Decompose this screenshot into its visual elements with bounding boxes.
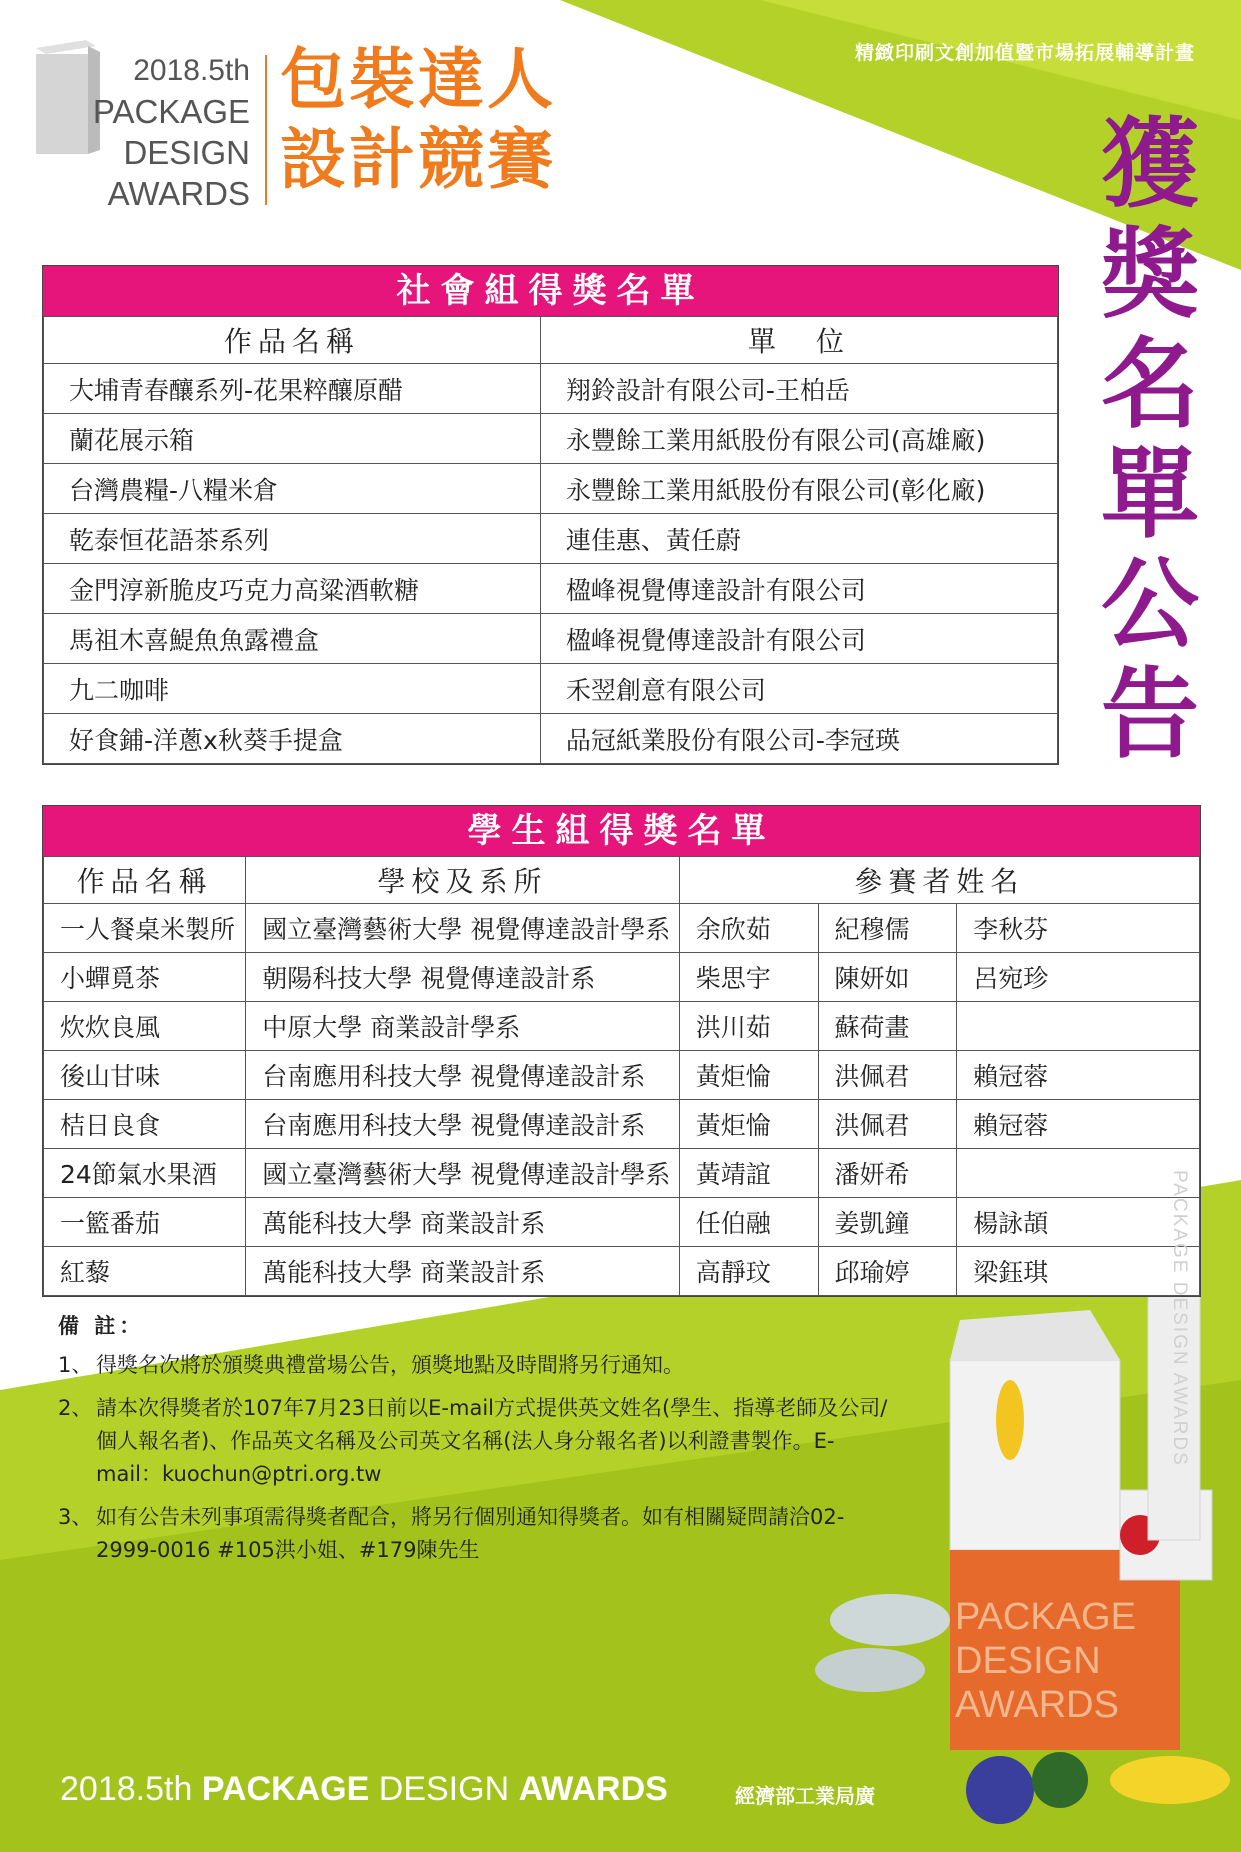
student-name: 陳妍如 <box>818 953 957 1002</box>
student-name: 柴思宇 <box>679 953 818 1002</box>
note-text: 得獎名次將於頒獎典禮當場公告，頒獎地點及時間將另行通知。 <box>96 1353 684 1377</box>
society-winners-table <box>42 265 1059 765</box>
society-work: 好食鋪-洋蔥x秋葵手提盒 <box>44 714 541 764</box>
society-col-unit: 單 位 <box>540 317 1057 364</box>
society-work: 蘭花展示箱 <box>44 414 541 464</box>
society-col-work: 作品名稱 <box>44 317 541 364</box>
logo-chinese-title <box>280 40 556 200</box>
student-name: 紀穆儒 <box>818 904 957 953</box>
student-name: 洪佩君 <box>818 1051 957 1100</box>
student-work: 桔日良食 <box>44 1100 246 1149</box>
logo-cn-line1: 包裝達人 <box>280 41 556 118</box>
student-name: 賴冠蓉 <box>957 1100 1200 1149</box>
table-row <box>44 1051 1200 1100</box>
student-table-title: 學生組得獎名單 <box>43 806 1200 856</box>
student-work: 一籃番茄 <box>44 1198 246 1247</box>
society-unit: 連佳惠、黃任蔚 <box>540 514 1057 564</box>
student-name: 洪佩君 <box>818 1100 957 1149</box>
society-unit: 品冠紙業股份有限公司-李冠瑛 <box>540 714 1057 764</box>
box-label-package: PACKAGE <box>955 1596 1136 1638</box>
student-name: 黃靖誼 <box>679 1149 818 1198</box>
table-row <box>44 953 1200 1002</box>
society-unit: 楹峰視覺傳達設計有限公司 <box>540 564 1057 614</box>
note-text: 請本次得獎者於107年7月23日前以E-mail方式提供英文姓名(學生、指導老師及公司/個人報名者)、作品英文名稱及公司英文名稱(法人身分報名者)以利證書製作。E-mail：kuochun@ptri.org.tw <box>96 1396 888 1486</box>
note-item <box>58 1349 898 1382</box>
footer-organization: 經濟部工業局廣 <box>735 1784 875 1808</box>
box-label <box>955 1595 1136 1727</box>
side-vertical-text: PACKAGE DESIGN AWARDS <box>1169 1170 1190 1467</box>
student-work: 24節氣水果酒 <box>44 1149 246 1198</box>
note-number: 1、 <box>58 1353 93 1377</box>
notes-heading: 備 註： <box>58 1314 145 1338</box>
student-school: 台南應用科技大學 視覺傳達設計系 <box>246 1100 680 1149</box>
student-name: 姜凱鐘 <box>818 1198 957 1247</box>
society-work: 金門淳新脆皮巧克力高粱酒軟糖 <box>44 564 541 614</box>
society-table-title: 社會組得獎名單 <box>43 266 1058 316</box>
student-work: 後山甘味 <box>44 1051 246 1100</box>
society-work: 大埔青春釀系列-花果粹釀原醋 <box>44 364 541 414</box>
student-name: 呂宛珍 <box>957 953 1200 1002</box>
student-name: 黃炬惀 <box>679 1100 818 1149</box>
vertical-title: 獲獎名單公告 <box>1100 108 1199 772</box>
student-school: 國立臺灣藝術大學 視覺傳達設計學系 <box>246 904 680 953</box>
logo-year: 2018.5th <box>133 54 250 87</box>
student-name: 高靜玟 <box>679 1247 818 1296</box>
table-row <box>44 1198 1200 1247</box>
student-name <box>957 1002 1200 1051</box>
student-name: 余欣茹 <box>679 904 818 953</box>
student-name: 任伯融 <box>679 1198 818 1247</box>
note-item <box>58 1392 898 1491</box>
table-row <box>44 564 1058 614</box>
society-unit: 翔鈴設計有限公司-王柏岳 <box>540 364 1057 414</box>
footer-year: 2018.5th <box>60 1770 193 1808</box>
logo-text <box>90 50 250 214</box>
society-work: 台灣農糧-八糧米倉 <box>44 464 541 514</box>
student-work: 一人餐桌米製所 <box>44 904 246 953</box>
student-school: 朝陽科技大學 視覺傳達設計系 <box>246 953 680 1002</box>
society-unit: 楹峰視覺傳達設計有限公司 <box>540 614 1057 664</box>
logo-divider <box>265 55 267 205</box>
project-caption: 精緻印刷文創加值暨市場拓展輔導計畫 <box>854 42 1195 64</box>
logo-awards: AWARDS <box>107 175 250 212</box>
student-winners-table <box>42 805 1201 1297</box>
table-row <box>44 514 1058 564</box>
student-work: 炊炊良風 <box>44 1002 246 1051</box>
box-label-awards: AWARDS <box>955 1684 1119 1726</box>
student-name: 蘇荷畫 <box>818 1002 957 1051</box>
logo-design: DESIGN <box>123 134 250 171</box>
table-row <box>44 464 1058 514</box>
table-row <box>44 614 1058 664</box>
footer-design: DESIGN <box>378 1770 510 1808</box>
society-work: 九二咖啡 <box>44 664 541 714</box>
student-col-work: 作品名稱 <box>44 857 246 904</box>
student-name: 梁鈺琪 <box>957 1247 1200 1296</box>
footer-package: PACKAGE <box>201 1770 370 1808</box>
student-col-school: 學校及系所 <box>246 857 680 904</box>
student-name: 邱瑜婷 <box>818 1247 957 1296</box>
table-row <box>44 904 1200 953</box>
student-school: 台南應用科技大學 視覺傳達設計系 <box>246 1051 680 1100</box>
society-work: 乾泰恒花語茶系列 <box>44 514 541 564</box>
student-name: 潘妍希 <box>818 1149 957 1198</box>
footer-awards: AWARDS <box>518 1770 668 1808</box>
student-name: 黃炬惀 <box>679 1051 818 1100</box>
student-school: 國立臺灣藝術大學 視覺傳達設計學系 <box>246 1149 680 1198</box>
table-row <box>44 1149 1200 1198</box>
student-school: 中原大學 商業設計學系 <box>246 1002 680 1051</box>
logo-package: PACKAGE <box>92 93 250 130</box>
footer-awards-line <box>60 1770 668 1809</box>
note-text: 如有公告未列事項需得獎者配合，將另行個別通知得獎者。如有相關疑問請洽02-2999-0016 #105洪小姐、#179陳先生 <box>96 1505 845 1562</box>
box-label-design: DESIGN <box>955 1640 1101 1682</box>
table-row <box>44 1100 1200 1149</box>
student-col-names: 參賽者姓名 <box>679 857 1199 904</box>
student-school: 萬能科技大學 商業設計系 <box>246 1198 680 1247</box>
note-item <box>58 1501 898 1567</box>
table-row <box>44 714 1058 764</box>
table-row <box>44 1002 1200 1051</box>
logo-cn-line2: 設計競賽 <box>280 121 556 198</box>
student-work: 小蟬覓茶 <box>44 953 246 1002</box>
table-row <box>44 664 1058 714</box>
notes-section <box>58 1310 898 1577</box>
student-name: 李秋芬 <box>957 904 1200 953</box>
society-unit: 永豐餘工業用紙股份有限公司(高雄廠) <box>540 414 1057 464</box>
note-number: 3、 <box>58 1505 93 1529</box>
student-name: 賴冠蓉 <box>957 1051 1200 1100</box>
student-work: 紅藜 <box>44 1247 246 1296</box>
society-unit: 禾翌創意有限公司 <box>540 664 1057 714</box>
student-name: 洪川茹 <box>679 1002 818 1051</box>
student-school: 萬能科技大學 商業設計系 <box>246 1247 680 1296</box>
student-name <box>957 1149 1200 1198</box>
student-name: 楊詠頡 <box>957 1198 1200 1247</box>
table-row <box>44 364 1058 414</box>
table-row <box>44 414 1058 464</box>
table-row <box>44 1247 1200 1296</box>
society-unit: 永豐餘工業用紙股份有限公司(彰化廠) <box>540 464 1057 514</box>
society-work: 馬祖木喜鯷魚魚露禮盒 <box>44 614 541 664</box>
note-number: 2、 <box>58 1396 93 1420</box>
